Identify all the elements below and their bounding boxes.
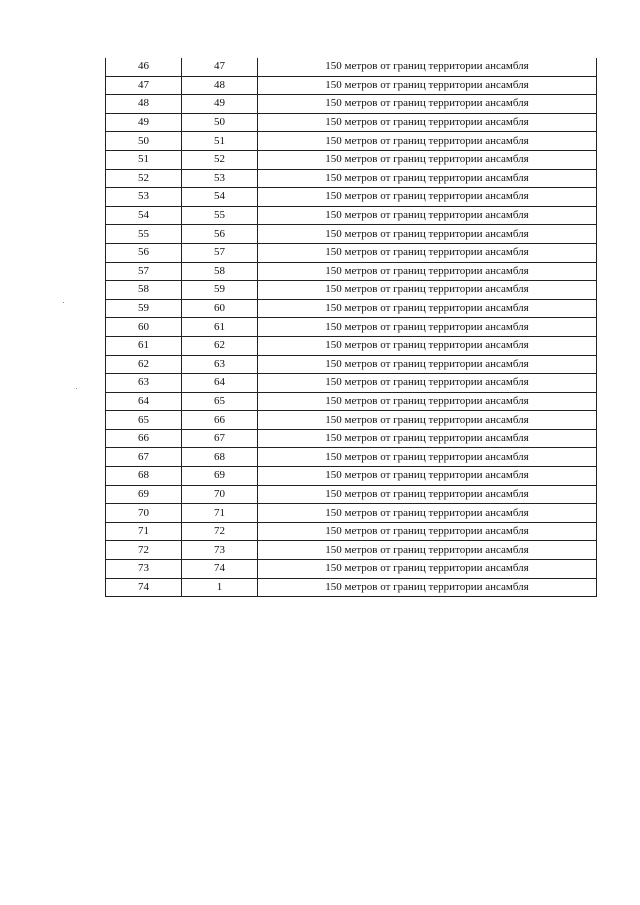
- point-to-cell: 60: [182, 299, 258, 318]
- point-to-cell: 63: [182, 355, 258, 374]
- point-to-cell: 56: [182, 225, 258, 244]
- point-from-cell: 46: [106, 58, 182, 76]
- distance-cell: 150 метров от границ территории ансамбля: [258, 95, 597, 114]
- point-to-cell: 72: [182, 522, 258, 541]
- point-from-cell: 72: [106, 541, 182, 560]
- point-to-cell: 54: [182, 188, 258, 207]
- point-to-cell: 50: [182, 113, 258, 132]
- point-from-cell: 62: [106, 355, 182, 374]
- point-to-cell: 65: [182, 392, 258, 411]
- distance-cell: 150 метров от границ территории ансамбля: [258, 262, 597, 281]
- table-row: [106, 485, 597, 504]
- point-from-cell: 68: [106, 467, 182, 486]
- table-row: [106, 560, 597, 579]
- point-from-cell: 58: [106, 281, 182, 300]
- point-from-cell: 63: [106, 374, 182, 393]
- table-row: [106, 132, 597, 151]
- point-to-cell: 47: [182, 58, 258, 76]
- distance-cell: 150 метров от границ территории ансамбля: [258, 485, 597, 504]
- table-body: [106, 58, 597, 597]
- point-to-cell: 57: [182, 243, 258, 262]
- table-row: [106, 76, 597, 95]
- point-from-cell: 49: [106, 113, 182, 132]
- distance-cell: 150 метров от границ территории ансамбля: [258, 374, 597, 393]
- table-row: [106, 318, 597, 337]
- scan-speck: [76, 388, 77, 389]
- point-from-cell: 73: [106, 560, 182, 579]
- point-to-cell: 51: [182, 132, 258, 151]
- point-from-cell: 65: [106, 411, 182, 430]
- table-row: [106, 243, 597, 262]
- point-to-cell: 48: [182, 76, 258, 95]
- distance-cell: 150 метров от границ территории ансамбля: [258, 132, 597, 151]
- table-row: [106, 225, 597, 244]
- point-from-cell: 67: [106, 448, 182, 467]
- point-from-cell: 59: [106, 299, 182, 318]
- point-from-cell: 55: [106, 225, 182, 244]
- point-from-cell: 60: [106, 318, 182, 337]
- point-from-cell: 57: [106, 262, 182, 281]
- table-row: [106, 206, 597, 225]
- table-row: [106, 336, 597, 355]
- point-from-cell: 50: [106, 132, 182, 151]
- distance-cell: 150 метров от границ территории ансамбля: [258, 113, 597, 132]
- distance-cell: 150 метров от границ территории ансамбля: [258, 225, 597, 244]
- point-to-cell: 71: [182, 504, 258, 523]
- table-row: [106, 299, 597, 318]
- distance-cell: 150 метров от границ территории ансамбля: [258, 467, 597, 486]
- distance-cell: 150 метров от границ территории ансамбля: [258, 355, 597, 374]
- distance-cell: 150 метров от границ территории ансамбля: [258, 206, 597, 225]
- table-row: [106, 467, 597, 486]
- table-row: [106, 58, 597, 76]
- table-row: [106, 95, 597, 114]
- distance-cell: 150 метров от границ территории ансамбля: [258, 76, 597, 95]
- point-from-cell: 51: [106, 150, 182, 169]
- distance-cell: 150 метров от границ территории ансамбля: [258, 58, 597, 76]
- distance-cell: 150 метров от границ территории ансамбля: [258, 281, 597, 300]
- distance-cell: 150 метров от границ территории ансамбля: [258, 318, 597, 337]
- table-row: [106, 578, 597, 597]
- scan-speck: [63, 302, 64, 303]
- point-from-cell: 56: [106, 243, 182, 262]
- distance-cell: 150 метров от границ территории ансамбля: [258, 429, 597, 448]
- distance-cell: 150 метров от границ территории ансамбля: [258, 336, 597, 355]
- point-to-cell: 68: [182, 448, 258, 467]
- table-row: [106, 374, 597, 393]
- table-row: [106, 504, 597, 523]
- point-from-cell: 69: [106, 485, 182, 504]
- point-to-cell: 74: [182, 560, 258, 579]
- table-row: [106, 113, 597, 132]
- point-from-cell: 71: [106, 522, 182, 541]
- point-from-cell: 54: [106, 206, 182, 225]
- table-row: [106, 150, 597, 169]
- table-row: [106, 411, 597, 430]
- point-to-cell: 67: [182, 429, 258, 448]
- distance-cell: 150 метров от границ территории ансамбля: [258, 560, 597, 579]
- point-from-cell: 48: [106, 95, 182, 114]
- distance-cell: 150 метров от границ территории ансамбля: [258, 522, 597, 541]
- distance-cell: 150 метров от границ территории ансамбля: [258, 392, 597, 411]
- point-to-cell: 49: [182, 95, 258, 114]
- distance-cell: 150 метров от границ территории ансамбля: [258, 541, 597, 560]
- distance-cell: 150 метров от границ территории ансамбля: [258, 504, 597, 523]
- point-to-cell: 52: [182, 150, 258, 169]
- distance-cell: 150 метров от границ территории ансамбля: [258, 411, 597, 430]
- point-from-cell: 53: [106, 188, 182, 207]
- distance-cell: 150 метров от границ территории ансамбля: [258, 188, 597, 207]
- point-to-cell: 62: [182, 336, 258, 355]
- point-to-cell: 69: [182, 467, 258, 486]
- table-row: [106, 169, 597, 188]
- point-to-cell: 1: [182, 578, 258, 597]
- distance-cell: 150 метров от границ территории ансамбля: [258, 299, 597, 318]
- table-row: [106, 355, 597, 374]
- point-from-cell: 52: [106, 169, 182, 188]
- table-row: [106, 522, 597, 541]
- table-row: [106, 429, 597, 448]
- distance-cell: 150 метров от границ территории ансамбля: [258, 243, 597, 262]
- distance-cell: 150 метров от границ территории ансамбля: [258, 578, 597, 597]
- point-to-cell: 61: [182, 318, 258, 337]
- point-from-cell: 66: [106, 429, 182, 448]
- point-from-cell: 61: [106, 336, 182, 355]
- point-to-cell: 59: [182, 281, 258, 300]
- distance-cell: 150 метров от границ территории ансамбля: [258, 150, 597, 169]
- point-to-cell: 70: [182, 485, 258, 504]
- table-row: [106, 281, 597, 300]
- table-row: [106, 448, 597, 467]
- point-to-cell: 66: [182, 411, 258, 430]
- point-to-cell: 64: [182, 374, 258, 393]
- table-row: [106, 392, 597, 411]
- point-from-cell: 70: [106, 504, 182, 523]
- table-row: [106, 541, 597, 560]
- point-to-cell: 53: [182, 169, 258, 188]
- point-to-cell: 55: [182, 206, 258, 225]
- point-from-cell: 64: [106, 392, 182, 411]
- boundary-points-table: [105, 58, 597, 597]
- point-from-cell: 74: [106, 578, 182, 597]
- point-to-cell: 73: [182, 541, 258, 560]
- table-row: [106, 262, 597, 281]
- point-to-cell: 58: [182, 262, 258, 281]
- distance-cell: 150 метров от границ территории ансамбля: [258, 448, 597, 467]
- point-from-cell: 47: [106, 76, 182, 95]
- distance-cell: 150 метров от границ территории ансамбля: [258, 169, 597, 188]
- table-row: [106, 188, 597, 207]
